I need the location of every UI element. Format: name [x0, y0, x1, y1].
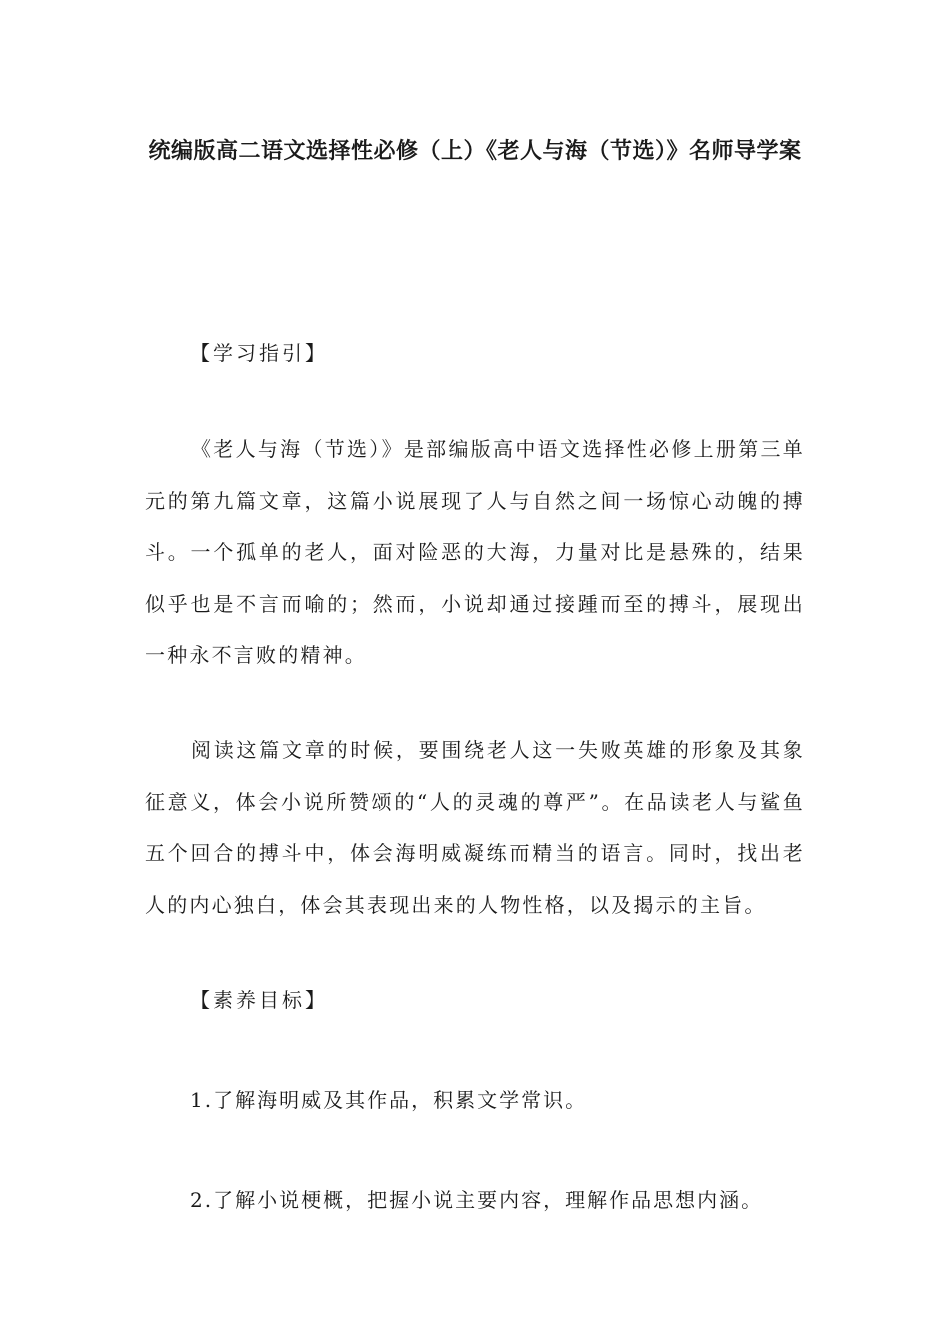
paragraph-guide-intro: 《老人与海（节选）》是部编版高中语文选择性必修上册第三单元的第九篇文章，这篇小说展现了人与自然之间一场惊心动魄的搏斗。一个孤单的老人，面对险恶的大海，力量对比是悬殊的，结果似乎也是不言而喻的；然而，小说却通过接踵而至的搏斗，展现出一种永不言败的精神。: [145, 437, 805, 667]
goal-item-1: 1.了解海明威及其作品，积累文学常识。: [190, 1088, 588, 1112]
section-heading-study-guide: 【学习指引】: [190, 341, 328, 365]
section-heading-goals: 【素养目标】: [190, 988, 328, 1012]
paragraph-guide-reading: 阅读这篇文章的时候，要围绕老人这一失败英雄的形象及其象征意义，体会小说所赞颂的“人的灵魂的尊严”。在品读老人与鲨鱼五个回合的搏斗中，体会海明威凝练而精当的语言。同时，找出老人的内心独白，体会其表现出来的人物性格，以及揭示的主旨。: [145, 738, 805, 917]
document-title: 统编版高二语文选择性必修（上）《老人与海（节选）》名师导学案: [148, 139, 802, 164]
goal-item-2: 2.了解小说梗概，把握小说主要内容，理解作品思想内涵。: [190, 1188, 764, 1212]
